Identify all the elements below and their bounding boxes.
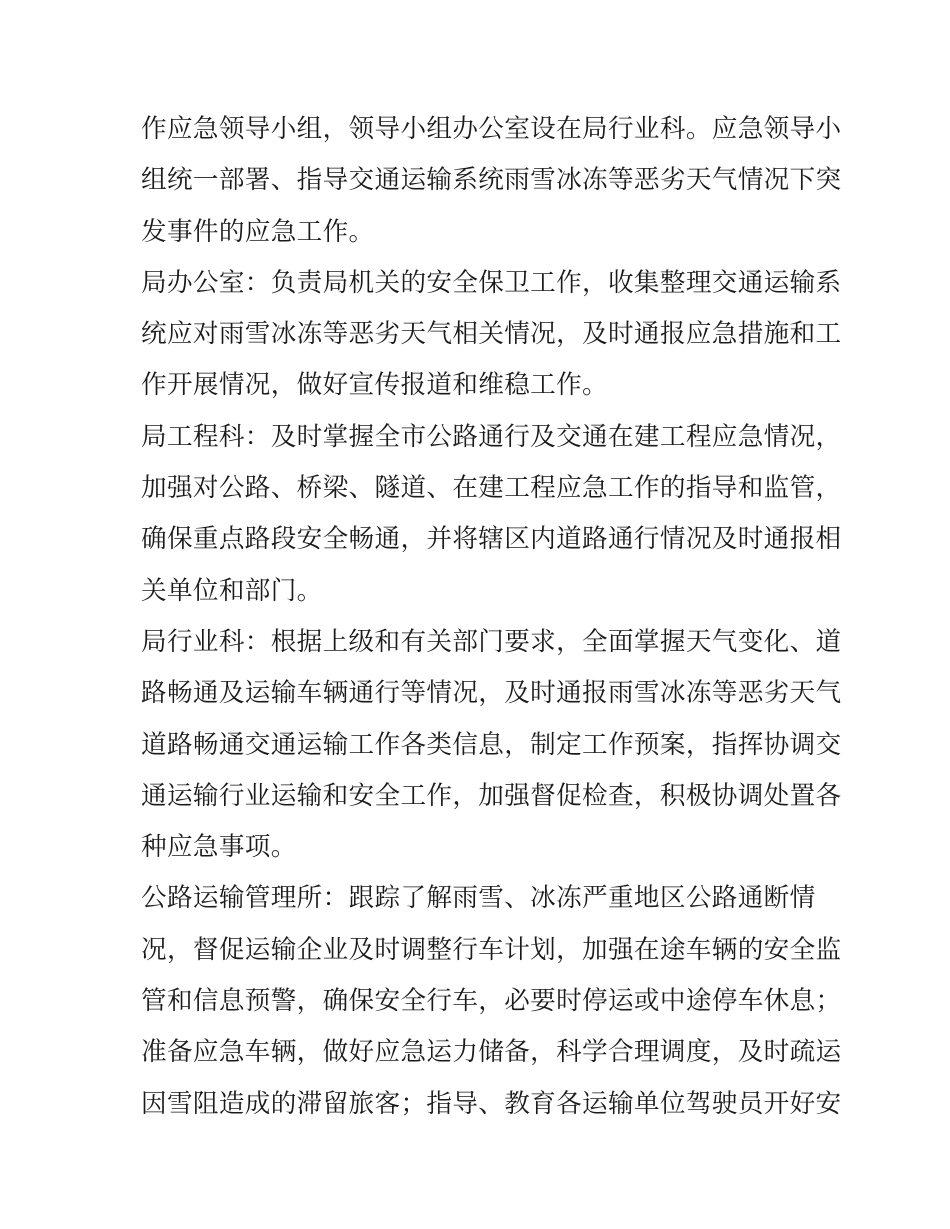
text-line: 统应对雨雪冰冻等恶劣天气相关情况，及时通报应急措施和工 [141,319,842,350]
text-line: 公路运输管理所：跟踪了解雨雪、冰冻严重地区公路通断情 [141,883,816,914]
text-line: 作应急领导小组，领导小组办公室设在局行业科。应急领导小 [141,114,842,144]
text-line: 局行业科：根据上级和有关部门要求，全面掌握天气变化、道 [141,626,842,657]
text-line: 道路畅通交通运输工作各类信息，制定工作预案，指挥协调交 [141,729,842,760]
text-line: 因雪阻造成的滞留旅客；指导、教育各运输单位驾驶员开好安 [141,1088,842,1119]
text-line: 局工程科：及时掌握全市公路通行及交通在建工程应急情况， [141,421,842,452]
text-line: 种应急事项。 [141,832,297,863]
text-line: 发事件的应急工作。 [141,216,375,247]
text-line: 确保重点路段安全畅通，并将辖区内道路通行情况及时通报相 [141,524,842,555]
document-body [141,104,842,1130]
text-line: 组统一部署、指导交通运输系统雨雪冰冻等恶劣天气情况下突 [141,165,842,196]
text-line: 路畅通及运输车辆通行等情况，及时通报雨雪冰冻等恶劣天气 [141,678,842,709]
text-line: 管和信息预警，确保安全行车，必要时停运或中途停车休息； [141,986,842,1017]
text-line: 局办公室：负责局机关的安全保卫工作，收集整理交通运输系 [141,267,842,298]
text-line: 况，督促运输企业及时调整行车计划，加强在途车辆的安全监 [141,934,842,965]
text-line: 作开展情况，做好宣传报道和维稳工作。 [141,370,608,401]
text-line: 加强对公路、桥梁、隧道、在建工程应急工作的指导和监管， [141,473,842,504]
text-line: 准备应急车辆，做好应急运力储备，科学合理调度，及时疏运 [141,1037,842,1068]
text-line: 关单位和部门。 [141,575,323,606]
text-line: 通运输行业运输和安全工作，加强督促检查，积极协调处置各 [141,780,842,811]
